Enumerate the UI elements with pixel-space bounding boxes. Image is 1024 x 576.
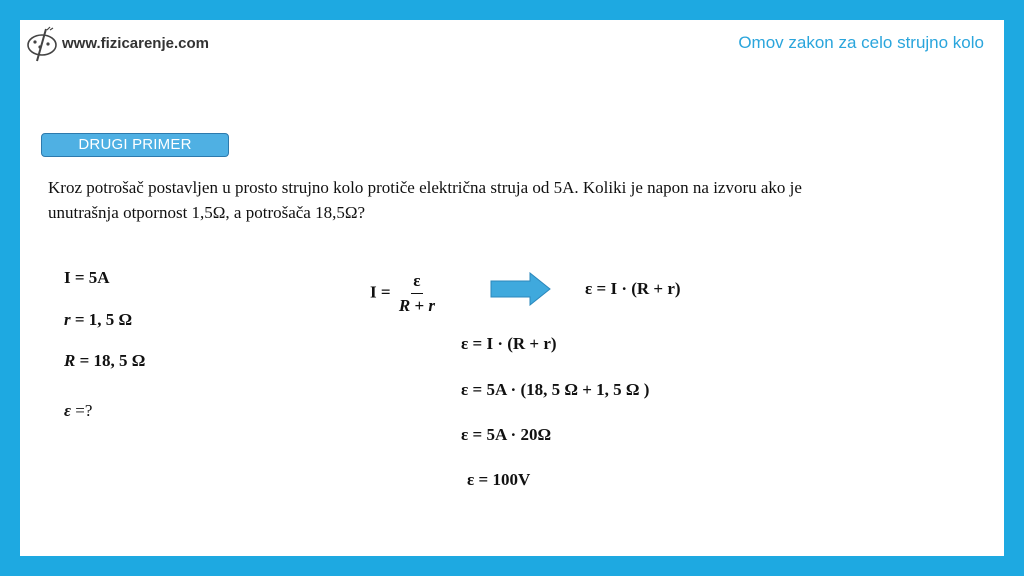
- formula-fraction: [399, 271, 435, 316]
- given-internal-resistance: [64, 310, 132, 330]
- problem-line-2: unutrašnja otpornost 1,5Ω, a potrošača 18,5Ω?: [48, 203, 366, 222]
- given-load-resistance: [64, 351, 145, 371]
- emf-question: =?: [70, 401, 93, 420]
- formula-numerator: ε: [411, 271, 422, 294]
- problem-text: [48, 175, 948, 225]
- formula-result: ε = I · (R + r): [585, 279, 681, 298]
- slide-title: Omov zakon za celo strujno kolo: [738, 33, 984, 52]
- solution-step-3: ε = 5A · 20Ω: [461, 425, 552, 444]
- given-current: I = 5A: [64, 268, 110, 287]
- solution-step-2: ε = 5A · (18, 5 Ω + 1, 5 Ω ): [461, 380, 650, 399]
- slide: [20, 20, 1004, 556]
- R-symbol: R: [64, 351, 76, 370]
- unknown-emf: [64, 401, 92, 421]
- R-value: = 18, 5 Ω: [75, 351, 146, 370]
- solution-step-4: ε = 100V: [467, 470, 531, 489]
- phi-logo-icon: [24, 25, 60, 63]
- logo-text: www.fizicarenje.com: [62, 34, 209, 52]
- formula-denominator: R + r: [398, 296, 435, 315]
- problem-line-1: Kroz potrošač postavljen u prosto strujno kolo protiče električna struja od 5A. Koliki je napon na izvoru ako je: [48, 178, 802, 197]
- ohms-law-formula: [370, 271, 435, 316]
- right-arrow-icon: [490, 272, 552, 306]
- solution-step-1: ε = I · (R + r): [461, 334, 557, 353]
- emf-symbol: ε: [64, 401, 71, 420]
- r-symbol: r: [64, 310, 71, 329]
- example-badge: DRUGI PRIMER: [41, 133, 229, 157]
- r-value: = 1, 5 Ω: [70, 310, 133, 329]
- formula-lhs: I =: [370, 282, 395, 302]
- site-logo[interactable]: [24, 24, 209, 64]
